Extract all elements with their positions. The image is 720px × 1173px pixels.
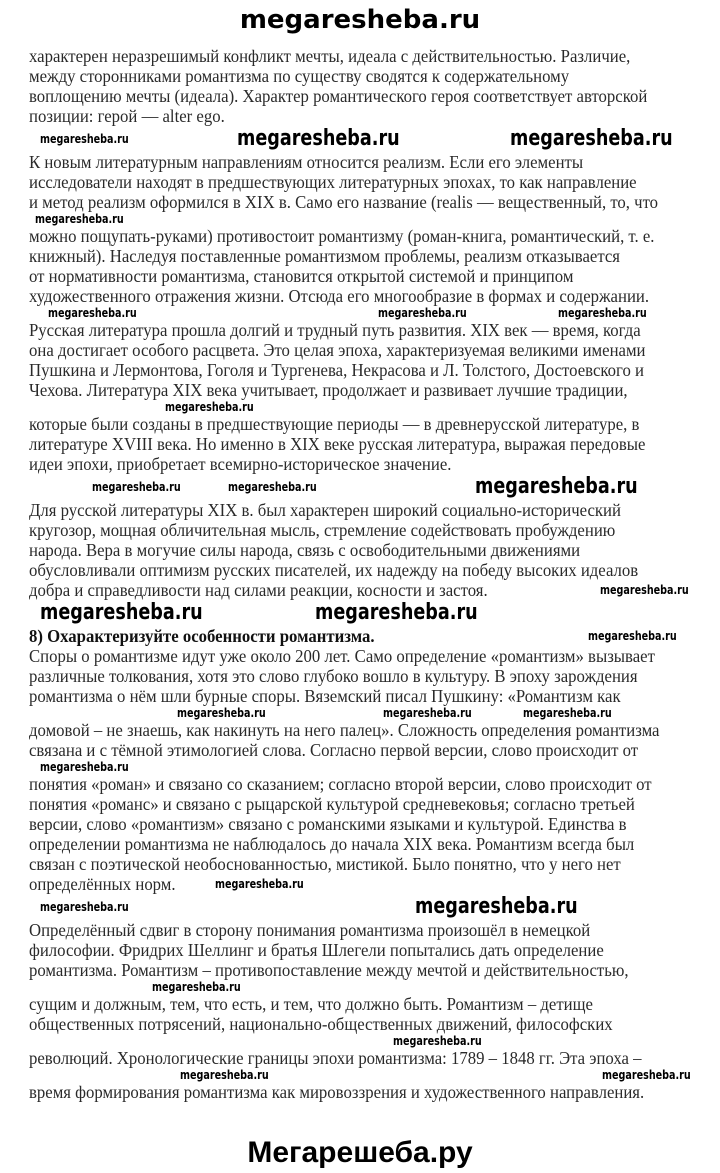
watermark: megaresheba.ru: [48, 306, 137, 320]
text-line: революций. Хронологические границы эпохи романтизма: 1789 – 1848 гг. Эта эпоха –: [29, 1048, 642, 1068]
watermark: megaresheba.ru: [558, 306, 647, 320]
site-footer: Мегарешеба.ру: [247, 1136, 473, 1169]
watermark: megaresheba.ru: [588, 629, 677, 643]
watermark: megaresheba.ru: [510, 126, 673, 151]
text-line: литературе XVIII века. Но именно в XIX веке русская литература, выражая передовые: [29, 434, 646, 454]
text-line: сущим и должным, тем, что есть, и тем, что должно быть. Романтизм – детище: [29, 994, 593, 1014]
text-line: определении романтизма не наблюдалось до начала XIX века. Романтизм всегда был: [29, 834, 635, 854]
text-line: от нормативности романтизма, становится открытой системой и принципом: [29, 266, 574, 286]
watermark: megaresheba.ru: [180, 1068, 269, 1082]
text-line: позиции: герой — alter ego.: [29, 106, 225, 126]
text-line: общественных потрясений, национально-общественных движений, философских: [29, 1014, 613, 1034]
watermark: megaresheba.ru: [393, 1034, 482, 1048]
watermark: megaresheba.ru: [215, 877, 304, 891]
text-line: воплощению мечты (идеала). Характер романтического героя соответствует авторской: [29, 86, 648, 106]
text-line: обусловливали оптимизм русских писателей, их надежду на победу высоких идеалов: [29, 560, 639, 580]
text-line: книжный). Наследуя поставленные романтизмом проблемы, реализм отказывается: [29, 246, 621, 266]
text-line: различные толкования, хотя это слово глубоко вошло в культуру. В эпоху зарождения: [29, 666, 638, 686]
watermark: megaresheba.ru: [383, 706, 472, 720]
text-line: определённых норм.: [29, 874, 176, 894]
text-line: художественного отражения жизни. Отсюда его многообразие в формах и содержании.: [29, 286, 650, 306]
text-line: добра и справедливости над силами реакции, косности и застоя.: [29, 580, 488, 600]
watermark: megaresheba.ru: [92, 480, 181, 494]
text-line: Для русской литературы XIX в. был характерен широкий социально-исторический: [29, 500, 621, 520]
text-line: идеи эпохи, приобретает всемирно-историческое значение.: [29, 454, 452, 474]
text-line: исследователи находят в предшествующих литературных эпохах, то как направление: [29, 172, 637, 192]
text-line: К новым литературным направлениям относится реализм. Если его элементы: [29, 152, 584, 172]
text-line: которые были созданы в предшествующие периоды — в древнерусской литературе, в: [29, 414, 640, 434]
watermark: megaresheba.ru: [523, 706, 612, 720]
text-line: Определённый сдвиг в сторону понимания романтизма произошёл в немецкой: [29, 920, 591, 940]
text-line: домовой – не знаешь, как накинуть на него палец». Сложность определения романтизма: [29, 720, 660, 740]
text-line: кругозор, мощная обличительная мысль, стремление содействовать пробуждению: [29, 520, 616, 540]
text-line: понятия «роман» и связано со сказанием; согласно второй версии, слово происходит от: [29, 774, 652, 794]
watermark: megaresheba.ru: [40, 600, 203, 625]
text-line: Пушкина и Лермонтова, Гоголя и Тургенева, Некрасова и Л. Толстого, Достоевского и: [29, 360, 645, 380]
watermark: megaresheba.ru: [177, 706, 266, 720]
watermark: megaresheba.ru: [315, 600, 478, 625]
watermark: megaresheba.ru: [415, 894, 578, 919]
text-line: и метод реализм оформился в XIX в. Само его название (realis — вещественный, то, что: [29, 192, 659, 212]
text-line: она достигает особого расцвета. Это целая эпоха, характеризуемая великими именами: [29, 340, 646, 360]
watermark: megaresheba.ru: [165, 400, 254, 414]
text-line: народа. Вера в могучие силы народа, связь с освободительными движениями: [29, 540, 581, 560]
watermark: megaresheba.ru: [40, 900, 129, 914]
watermark: megaresheba.ru: [35, 212, 124, 226]
text-line: характерен неразрешимый конфликт мечты, идеала с действительностью. Различие,: [29, 46, 631, 66]
text-line: философии. Фридрих Шеллинг и братья Шлегели попытались дать определение: [29, 940, 604, 960]
document-body: [0, 46, 720, 1102]
watermark: megaresheba.ru: [152, 980, 241, 994]
text-line: время формирования романтизма как мировоззрения и художественного направления.: [29, 1082, 645, 1102]
watermark: megaresheba.ru: [228, 480, 317, 494]
site-header: megaresheba.ru: [239, 5, 481, 35]
watermark: megaresheba.ru: [602, 1068, 691, 1082]
text-line: связана и с тёмной этимологией слова. Согласно первой версии, слово происходит от: [29, 740, 639, 760]
text-line: Чехова. Литература XIX века учитывает, продолжает и развивает лучшие традиции,: [29, 380, 628, 400]
text-line: романтизма. Романтизм – противопоставление между мечтой и действительностью,: [29, 960, 629, 980]
text-line: Русская литература прошла долгий и трудный путь развития. XIX век — время, когда: [29, 320, 641, 340]
text-line: романтизма о нём шли бурные споры. Вяземский писал Пушкину: «Романтизм как: [29, 686, 621, 706]
watermark: megaresheba.ru: [378, 306, 467, 320]
text-line: версии, слово «романтизм» связано с романскими языками и культурой. Единства в: [29, 814, 627, 834]
watermark: megaresheba.ru: [40, 760, 129, 774]
text-line: между сторонниками романтизма по существу сводятся к содержательному: [29, 66, 570, 86]
text-line: понятия «романс» и связано с рыцарской культурой средневековья; согласно третьей: [29, 794, 635, 814]
text-line: связан с поэтической необоснованностью, мистикой. Было понятно, что у него нет: [29, 854, 621, 874]
watermark: megaresheba.ru: [600, 583, 689, 597]
section-heading: 8) Охарактеризуйте особенности романтизма.: [29, 626, 375, 646]
watermark: megaresheba.ru: [475, 474, 638, 499]
text-line: Споры о романтизме идут уже около 200 лет. Само определение «романтизм» вызывает: [29, 646, 655, 666]
watermark: megaresheba.ru: [237, 126, 400, 151]
watermark: megaresheba.ru: [40, 132, 129, 146]
text-line: можно пощупать-руками) противостоит романтизму (роман-книга, романтический, т. е.: [29, 226, 655, 246]
